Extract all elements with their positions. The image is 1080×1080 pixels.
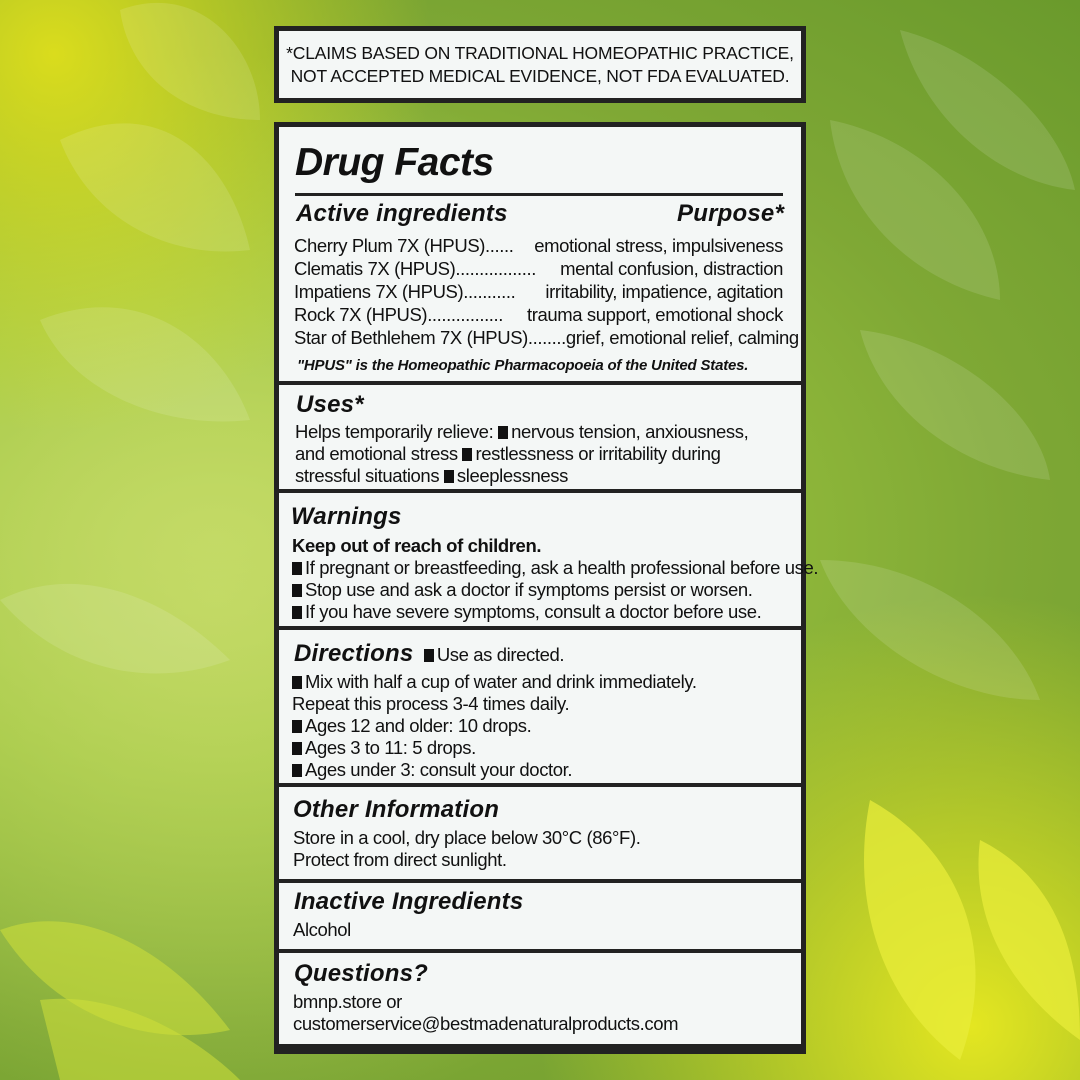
keep-out-of-reach: Keep out of reach of children. [292,535,542,556]
ingredient-row: Star of Bethlehem 7X (HPUS)........ grief, emotional relief, calming [294,327,799,348]
inactive-ingredients-section [279,883,801,949]
title-rule [295,193,783,196]
hpus-note: "HPUS" is the Homeopathic Pharmacopoeia of the United States. [297,357,749,374]
email-link[interactable]: customerservice@bestmadenaturalproducts.com [293,1013,679,1034]
warnings-list [292,557,818,623]
inactive-ingredients-heading: Inactive Ingredients [294,888,524,915]
website-link[interactable]: bmnp.store or [293,991,402,1012]
drug-facts-panel [274,122,819,1054]
inactive-ingredients-value: Alcohol [293,919,351,940]
warnings-section [279,493,819,626]
other-information-heading: Other Information [293,796,500,823]
purpose-heading: Purpose* [677,200,784,227]
ingredient-row: Rock 7X (HPUS)................ trauma support, emotional shock [294,304,783,325]
questions-heading: Questions? [294,960,429,987]
uses-heading: Uses* [296,391,364,418]
directions-list: Mix with half a cup of water and drink immediately. Repeat this process 3-4 times daily. Ages 12 and older: 10 drops. Ages 3 to 11: 5 drops. Ages under 3: consult your doctor. [292,671,697,780]
questions-text [293,991,678,1035]
other-information-section [279,787,801,879]
active-ingredients-heading: Active ingredients [296,200,508,227]
bullet-square-icon [292,584,302,597]
active-header-row [296,200,784,228]
directions-first: Use as directed. [436,644,565,665]
bullet-square-icon [424,649,434,662]
ingredient-list [294,235,799,349]
directions-header-row [294,640,564,668]
uses-text: Helps temporarily relieve: nervous tension, anxiousness, and emotional stress restlessness or irritability during stressful situations sleeplessness [295,421,749,486]
directions-section [279,630,801,783]
bullet-square-icon [292,764,302,777]
bullet-square-icon [292,676,302,689]
bullet-square-icon [292,606,302,619]
active-ingredients-section [279,127,801,381]
uses-section [279,385,801,489]
other-information-text: Store in a cool, dry place below 30°C (86°F). Protect from direct sunlight. [293,827,641,870]
bullet-square-icon [498,426,508,439]
bullet-square-icon [462,448,472,461]
directions-repeat: Repeat this process 3-4 times daily. [292,693,570,714]
disclaimer-line-1: *CLAIMS BASED ON TRADITIONAL HOMEOPATHIC PRACTICE, [286,42,794,63]
questions-section [279,953,801,1044]
ingredient-row: Cherry Plum 7X (HPUS)...... emotional stress, impulsiveness [294,235,783,256]
warning-item: If you have severe symptoms, consult a doctor before use. [292,601,818,623]
disclaimer-box [274,26,806,103]
directions-heading: Directions [294,640,414,667]
bullet-square-icon [444,470,454,483]
warning-item: If pregnant or breastfeeding, ask a health professional before use. [292,557,818,579]
drug-facts-title: Drug Facts [295,141,494,184]
ingredient-row: Clematis 7X (HPUS)................. mental confusion, distraction [294,258,783,279]
warnings-heading: Warnings [291,503,402,530]
bullet-square-icon [292,720,302,733]
warning-item: Stop use and ask a doctor if symptoms persist or worsen. [292,579,818,601]
disclaimer-line-2: NOT ACCEPTED MEDICAL EVIDENCE, NOT FDA EVALUATED. [290,65,790,86]
bullet-square-icon [292,562,302,575]
bullet-square-icon [292,742,302,755]
ingredient-row: Impatiens 7X (HPUS)........... irritability, impatience, agitation [294,281,783,302]
